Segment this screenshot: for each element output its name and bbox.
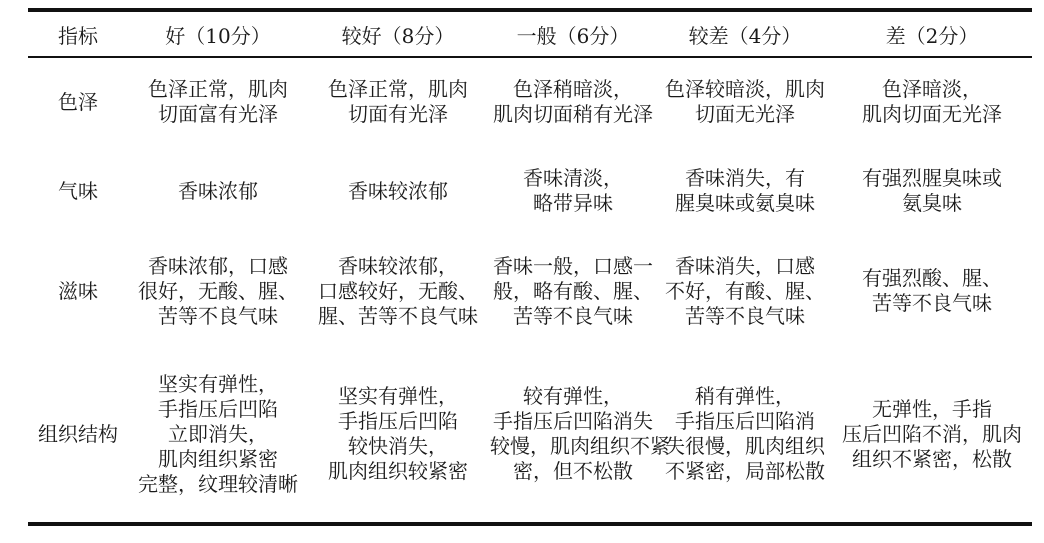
cell-line: 苦等不良气味	[872, 291, 992, 315]
table-header	[28, 10, 1032, 57]
cell-line: 手指压后凹陷	[158, 396, 278, 421]
cell-line: 稍有弹性，	[695, 384, 795, 408]
table-container	[28, 8, 1032, 526]
cell-line: 色泽正常，肌肉	[328, 77, 468, 101]
cell-line: 香味较浓郁	[348, 178, 448, 203]
header-average: 一般（6分）	[516, 23, 630, 48]
cell-line: 肌肉组织较紧密	[328, 459, 468, 483]
cell-line: 立即消失，	[168, 421, 268, 446]
table-cell	[128, 146, 308, 236]
cell-line: 苦等不良气味	[685, 303, 805, 328]
cell-line: 肌肉切面无光泽	[862, 102, 1002, 126]
cell-line: 不好，有酸、腥、	[665, 278, 825, 303]
cell-line: 苦等不良气味	[513, 303, 633, 328]
cell-line: 组织不紧密，松散	[852, 446, 1012, 471]
cell-line: 肌肉组织紧密	[158, 446, 278, 471]
cell-line: 香味一般，口感一	[493, 253, 653, 278]
cell-line: 香味浓郁	[178, 178, 258, 203]
table-cell	[658, 57, 832, 146]
cell-line: 较有弹性，	[523, 384, 623, 408]
cell-line: 完整，纹理较清晰	[138, 471, 298, 496]
cell-line: 较慢，肌肉组织不紧	[490, 434, 670, 458]
cell-line: 肌肉切面稍有光泽	[493, 102, 653, 126]
table-cell	[488, 57, 658, 146]
table-cell	[308, 57, 488, 146]
table-cell	[832, 146, 1032, 236]
table-row	[28, 236, 1032, 346]
cell-line: 很好，无酸、腥、	[138, 278, 298, 303]
cell-line: 手指压后凹陷消失	[493, 409, 653, 433]
table-row	[28, 146, 1032, 236]
cell-line: 略带异味	[533, 191, 613, 215]
cell-line: 香味消失，口感	[675, 253, 815, 278]
cell-line: 手指压后凹陷	[338, 409, 458, 433]
cell-line: 较快消失，	[348, 434, 448, 458]
sensory-evaluation-table	[28, 8, 1032, 526]
table-cell	[128, 346, 308, 524]
cell-line: 香味浓郁，口感	[148, 253, 288, 278]
cell-line: 密，但不松散	[513, 459, 633, 483]
cell-line: 压后凹陷不消，肌肉	[842, 421, 1022, 446]
header-row	[28, 10, 1032, 57]
header-fairly-good: 较好（8分）	[341, 23, 455, 48]
table-cell	[128, 57, 308, 146]
header-fairly-poor: 较差（4分）	[688, 23, 802, 48]
cell-line: 色泽稍暗淡，	[513, 77, 633, 101]
row-label: 气味	[58, 178, 98, 203]
cell-line: 口感较好，无酸、	[318, 278, 478, 303]
cell-line: 苦等不良气味	[158, 303, 278, 328]
row-label: 组织结构	[38, 421, 118, 446]
cell-line: 手指压后凹陷消	[675, 409, 815, 433]
row-label: 色泽	[58, 89, 98, 114]
cell-line: 坚实有弹性，	[338, 384, 458, 408]
cell-line: 氨臭味	[902, 191, 962, 215]
cell-line: 色泽较暗淡，肌肉	[665, 77, 825, 101]
cell-line: 切面有光泽	[348, 102, 448, 126]
row-label: 滋味	[58, 278, 98, 303]
table-cell	[488, 236, 658, 346]
cell-line: 色泽暗淡，	[882, 77, 982, 101]
table-cell	[488, 346, 670, 524]
cell-line: 腥、苦等不良气味	[318, 303, 478, 328]
cell-line: 香味清淡，	[523, 166, 623, 190]
table-cell	[658, 346, 832, 524]
cell-line: 有强烈酸、腥、	[862, 266, 1002, 290]
cell-line: 无弹性，手指	[872, 396, 992, 421]
cell-line: 腥臭味或氨臭味	[675, 191, 815, 215]
cell-line: 切面富有光泽	[158, 102, 278, 126]
table-cell	[308, 346, 488, 524]
table-row	[28, 346, 1032, 524]
cell-line: 有强烈腥臭味或	[862, 166, 1002, 190]
header-poor: 差（2分）	[885, 23, 979, 48]
table-cell	[308, 146, 488, 236]
table-cell	[832, 57, 1032, 146]
table-cell	[658, 146, 832, 236]
table-cell	[488, 146, 658, 236]
cell-line: 失很慢，肌肉组织	[665, 434, 825, 458]
header-good: 好（10分）	[165, 23, 271, 48]
cell-line: 切面无光泽	[695, 102, 795, 126]
cell-line: 香味较浓郁，	[338, 253, 458, 278]
table-cell	[832, 236, 1032, 346]
table-body	[28, 57, 1032, 524]
table-cell	[658, 236, 832, 346]
table-cell	[308, 236, 488, 346]
cell-line: 不紧密，局部松散	[665, 459, 825, 483]
table-cell	[832, 346, 1032, 524]
cell-line: 般，略有酸、腥、	[493, 278, 653, 303]
cell-line: 色泽正常，肌肉	[148, 77, 288, 101]
header-indicator: 指标	[58, 23, 98, 48]
table-row	[28, 57, 1032, 146]
table-cell	[128, 236, 308, 346]
cell-line: 香味消失，有	[685, 166, 805, 190]
cell-line: 坚实有弹性，	[158, 371, 278, 396]
